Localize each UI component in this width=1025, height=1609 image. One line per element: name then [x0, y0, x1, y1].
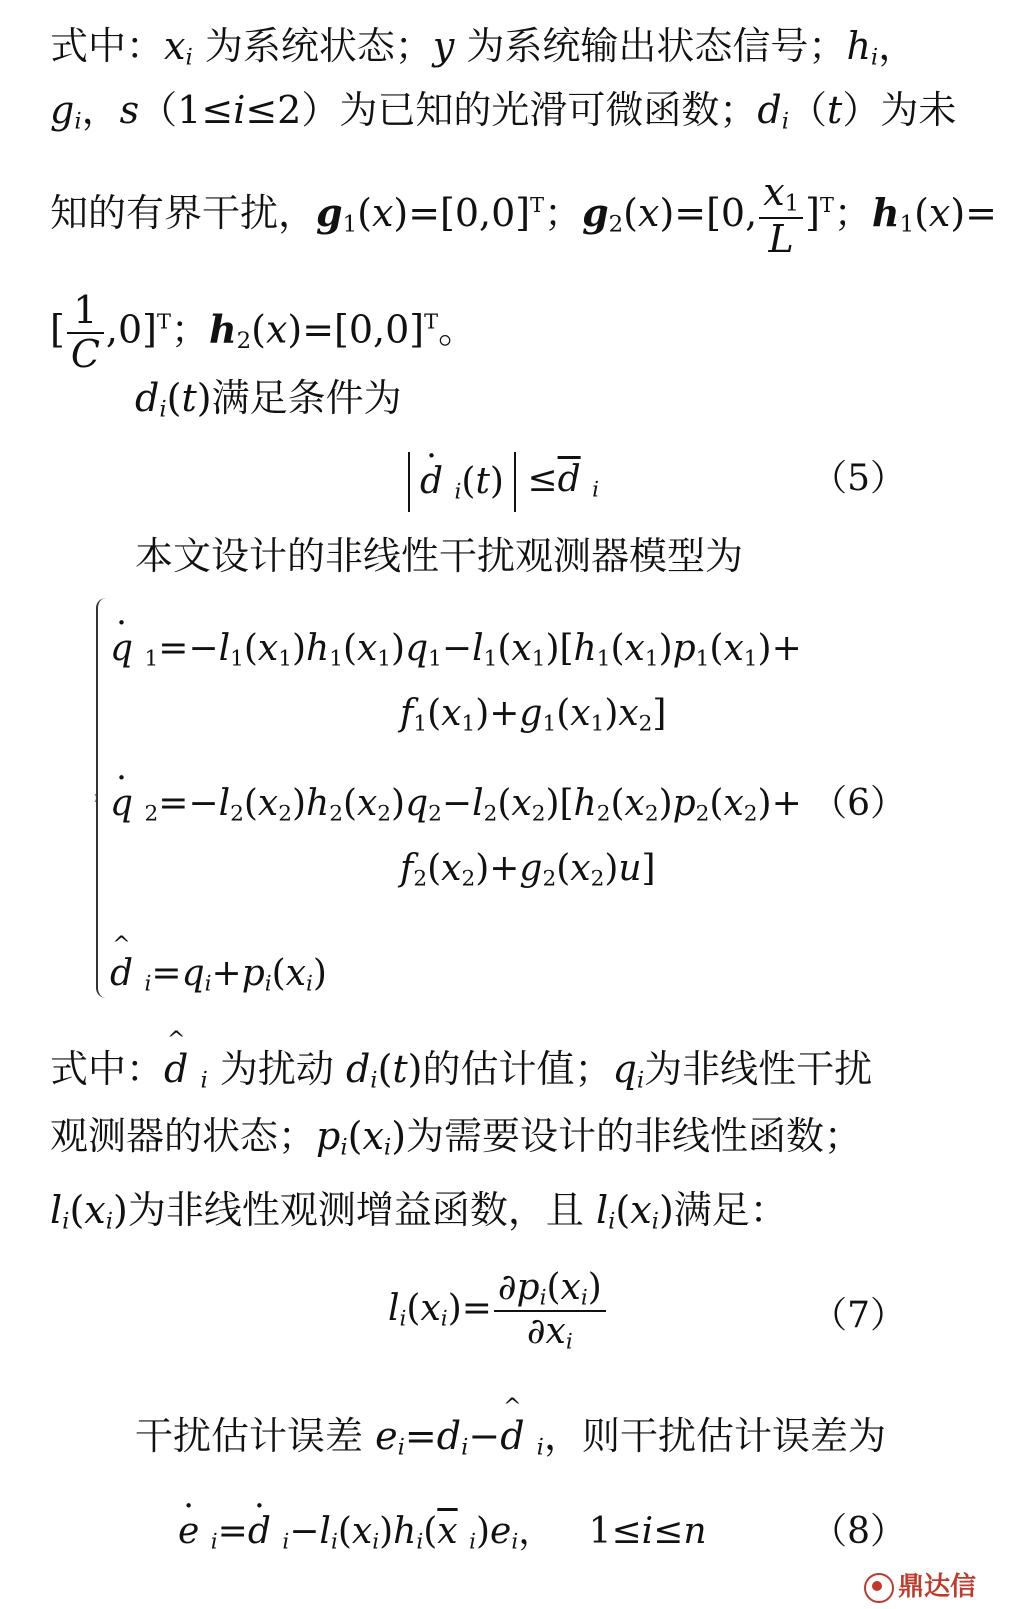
text-span: 的估计值； — [422, 1047, 613, 1091]
text-span: 为已知的光滑可微函数； — [339, 88, 758, 132]
fraction: $\frac{\partial p_i(x_i)}{\partial x_i}$ — [494, 1268, 606, 1354]
text-line: $d_i(t)$满足条件为 — [135, 376, 402, 423]
text-span: ，则干扰估计误差为 — [543, 1414, 886, 1458]
equation-6-row2b: $f_2(x_2)+g_2(x_2)u$] — [400, 848, 656, 892]
equation-number: （6） — [811, 783, 906, 824]
text-span: 为需要设计的非线性函数； — [406, 1114, 863, 1158]
text-span: 为非线性观测增益函数，且 — [127, 1188, 584, 1232]
text-line: $l_i(x_i)$为非线性观测增益函数，且 $l_i(x_i)$满足： — [50, 1188, 788, 1235]
text-span: 干扰估计误差 — [135, 1414, 364, 1458]
watermark-logo — [864, 1566, 976, 1603]
equation-8: · e $_i$=· d $_i-l_i(x_i)h_i(\overline{x}$ $_i)e_i$， 1≤i≤n — [178, 1508, 707, 1566]
text-line: 干扰估计误差 $e_i=d_i-\^{}$ d $_i$，则干扰估计误差为 — [135, 1412, 1025, 1472]
text-span: 观测器的状态； — [50, 1114, 317, 1158]
equation-number: （5） — [811, 458, 906, 499]
text-span: 满足： — [673, 1188, 788, 1232]
text-span: 知的有界干扰， — [50, 190, 317, 235]
text-span: 为扰动 — [219, 1047, 334, 1091]
equation-number: （8） — [811, 1511, 906, 1552]
equation-number: （7） — [811, 1295, 906, 1336]
text-line: [ $\frac{1}{C}$ ,0]$^T$；$h_2(x)=[0,0]^T$。 — [50, 288, 477, 376]
text-span: 为非线性干扰 — [644, 1047, 873, 1091]
text-span: 为系统输出状态信号； — [466, 24, 847, 68]
text-line: 式中：$x_i$ 为系统状态；y 为系统输出状态信号；$h_i$， — [50, 24, 917, 71]
equation-6-row3: ^ d $_i=q_i+p_i(x_i)$ — [110, 950, 327, 1008]
brace — [96, 598, 106, 998]
logo-icon — [864, 1573, 894, 1603]
text-span: 式中： — [50, 24, 165, 68]
fraction: $\frac{1}{C}$ — [67, 290, 104, 376]
watermark-text: 鼎达信 — [897, 1572, 976, 1602]
equation-6-row2: · q $_2=-l_2(x_2)h_2(x_2)q_2-l_2(x_2)[h_2(x_2)p_2(x_2)+$ — [110, 780, 802, 838]
equation-5: · d $_i(t) \le\overline{d}$ $_i$ — [408, 452, 599, 514]
text-line: 知的有界干扰，$g_1(x)=[0,0]^T$；$g_2(x)=[0$, $\frac{x_1}{L}$ ]$^T$；$h_1(x)=$ — [50, 170, 998, 261]
text-line: 式中：^ d $_i$ 为扰动 $d_i(t)$的估计值；$q_i$为非线性干扰 — [50, 1045, 940, 1105]
equation-6-row1b: $f_1(x_1)+g_1(x_1)x_2$] — [400, 693, 667, 737]
text-span: 。 — [438, 307, 477, 352]
text-span: 为未 — [880, 88, 957, 132]
fraction: $\frac{x_1}{L}$ — [759, 172, 803, 261]
text-line: 观测器的状态；$p_i(x_i)$为需要设计的非线性函数； — [50, 1114, 863, 1161]
text-span: 式中： — [50, 1047, 165, 1091]
text-span: 本文设计的非线性干扰观测器模型为 — [135, 534, 744, 578]
text-span: 满足条件为 — [211, 376, 402, 420]
text-line — [135, 532, 1025, 580]
text-span: 为系统状态； — [204, 24, 433, 68]
equation-7: $l_i(x_i)=$ $\frac{\partial p_i(x_i)}{\partial x_i}$ — [388, 1268, 608, 1354]
text-line: $g_i$，s（1≤i≤2）为已知的光滑可微函数；$d_i(t)$为未 — [50, 88, 957, 135]
equation-6-row1: · q $_1=-l_1(x_1)h_1(x_1)q_1-l_1(x_1)[h_1(x_1)p_1(x_1)+$ — [110, 625, 802, 683]
